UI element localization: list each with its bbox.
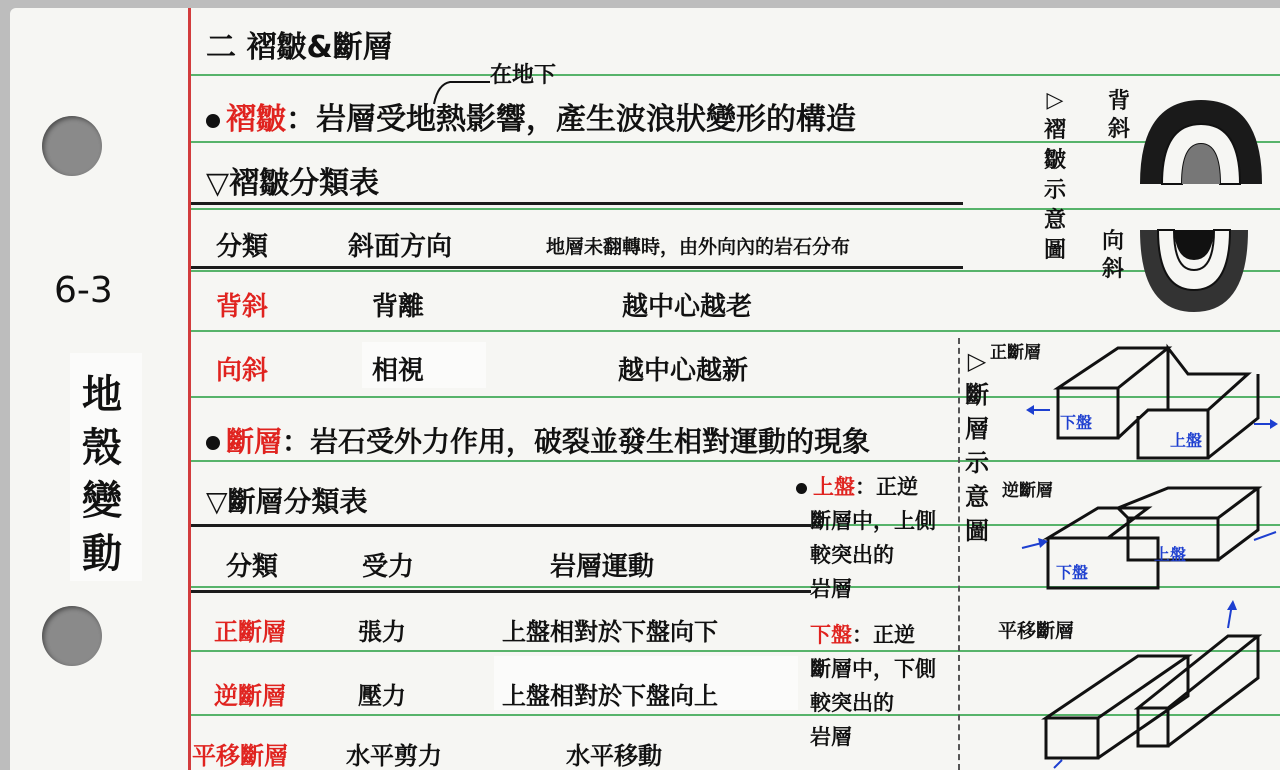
label-normal-fault: 正斷層 (990, 343, 1041, 363)
fold-table-title: ▽褶皺分類表 (206, 166, 380, 201)
fault-definition: ：岩石受外力作用，破裂並發生相對運動的現象 (282, 425, 871, 458)
note-card (10, 8, 1280, 770)
fold-row1-type: 背斜 (216, 292, 269, 322)
fault-row2-force: 壓力 (358, 682, 406, 710)
fault-table-top-line (191, 524, 811, 527)
hanging-wall-term: 上盤 (813, 475, 855, 499)
reverse-fault-foot-label: 下盤 (1056, 563, 1089, 582)
label-strike-slip-fault: 平移斷層 (998, 620, 1075, 642)
topic-char-2: 殼 (82, 425, 122, 471)
fold-term: 褶皺 (226, 102, 286, 137)
margin-line (188, 8, 191, 770)
fold-row1-rock: 越中心越老 (622, 292, 753, 322)
normal-fault-sketch (1018, 338, 1280, 468)
fault-row1-motion: 上盤相對於下盤向下 (502, 618, 718, 646)
fault-term: 斷層 (226, 425, 283, 458)
fault-header-motion: 岩層運動 (550, 552, 655, 582)
fault-bullet (206, 436, 220, 450)
syncline-sketch (1136, 220, 1252, 316)
fault-row1-force: 張力 (358, 618, 406, 646)
fault-header-force: 受力 (362, 552, 415, 582)
label-syncline: 向斜 (1102, 229, 1125, 282)
fault-header-type: 分類 (226, 552, 279, 582)
fold-header-direction: 斜面方向 (348, 232, 453, 262)
fold-diagram-title: ▷ 褶 皺 示 意 圖 (1043, 88, 1066, 263)
reverse-fault-hanging-label: 上盤 (1154, 545, 1187, 564)
fault-definition-line (206, 420, 870, 460)
fault-table-header-line (191, 590, 811, 593)
fold-table-top-line (191, 202, 963, 205)
fault-row3-type: 平移斷層 (192, 742, 288, 770)
fault-diagram-title: ▷ 斷 層 示 意 圖 (965, 347, 989, 545)
foot-wall-term: 下盤 (810, 623, 852, 647)
fold-row1-direction: 背離 (372, 292, 425, 322)
reverse-fault-sketch (1018, 478, 1280, 608)
binder-hole-bottom (42, 606, 102, 666)
fold-header-rock: 地層未翻轉時，由外向內的岩石分布 (546, 236, 851, 258)
label-anticline: 背斜 (1108, 89, 1131, 142)
fault-row1-type: 正斷層 (214, 618, 286, 646)
fold-header-type: 分類 (216, 232, 269, 262)
section-heading: 二 褶皺&斷層 (206, 30, 393, 65)
diagram-divider (958, 338, 960, 770)
fold-row2-direction: 相視 (372, 356, 425, 386)
topic-char-1: 地 (82, 372, 122, 418)
fold-bullet (206, 114, 220, 128)
foot-wall-note: 下盤：正逆 斷層中，下側 較突出的 岩層 (810, 623, 936, 749)
fold-row2-rock: 越中心越新 (618, 356, 749, 386)
fault-row2-type: 逆斷層 (214, 682, 286, 710)
fold-row2-type: 向斜 (216, 356, 269, 386)
hanging-wall-note: 上盤：正逆 斷層中，上側 較突出的 岩層 (796, 470, 936, 606)
fault-row3-force: 水平剪力 (346, 742, 442, 770)
label-reverse-fault: 逆斷層 (1002, 481, 1053, 501)
normal-fault-hanging-label: 上盤 (1170, 431, 1203, 450)
lesson-number: 6-3 (54, 270, 113, 311)
topic-char-3: 變 (82, 478, 122, 524)
annotation-underground: 在地下 (490, 63, 557, 88)
normal-fault-foot-label: 下盤 (1060, 413, 1093, 432)
fault-row3-motion: 水平移動 (566, 742, 662, 770)
anticline-sketch (1136, 94, 1266, 189)
topic-char-4: 動 (82, 531, 122, 577)
fault-row2-motion: 上盤相對於下盤向上 (502, 682, 718, 710)
fault-table-title: ▽斷層分類表 (206, 485, 368, 518)
strike-slip-fault-sketch (1018, 598, 1280, 770)
fold-definition: ：岩層受地熱影響，產生波浪狀變形的構造 (286, 102, 856, 137)
fold-table-header-line (191, 266, 963, 269)
binder-hole-top (42, 116, 102, 176)
fold-definition-line (206, 94, 856, 138)
